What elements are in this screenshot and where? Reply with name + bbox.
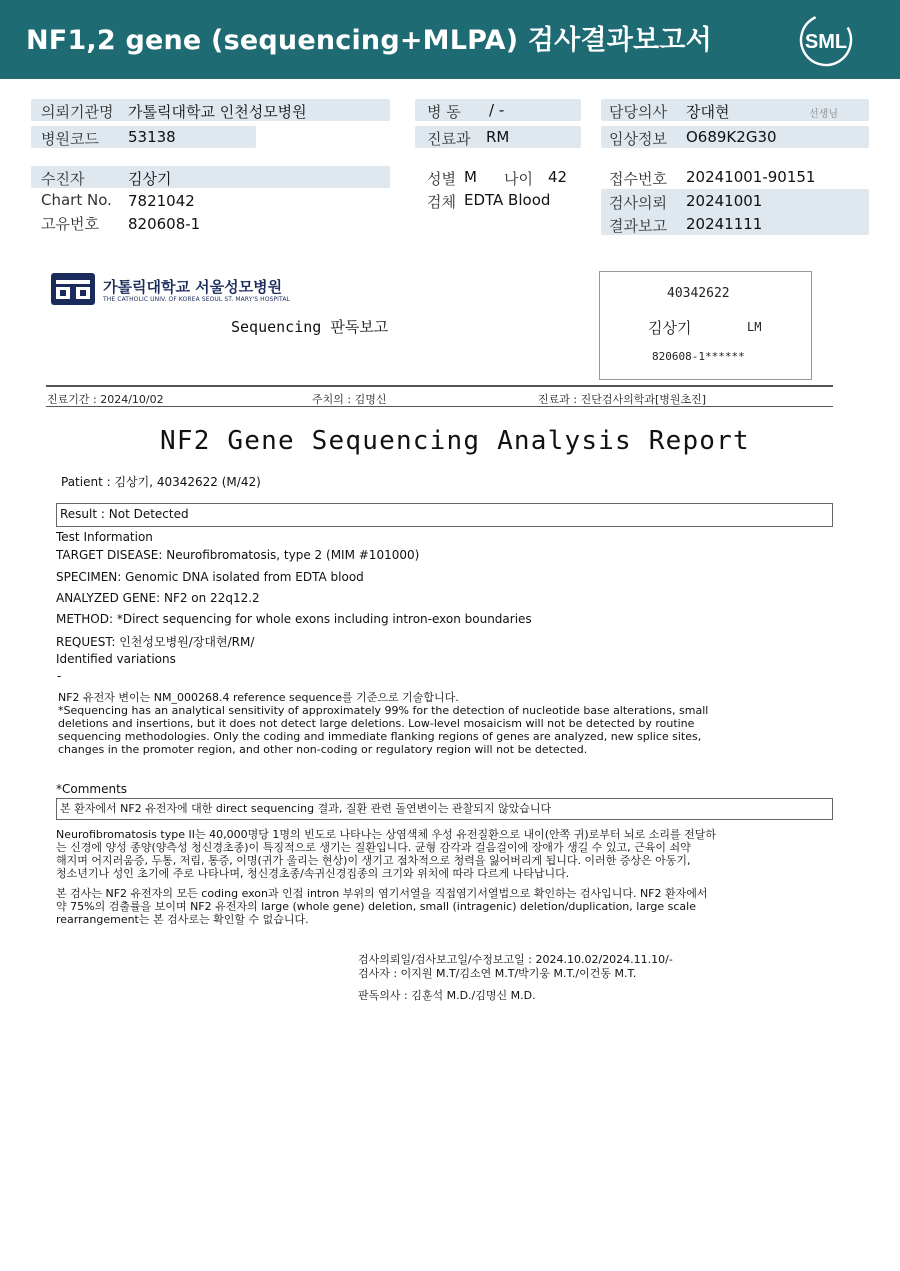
- unique-label: 고유번호: [41, 215, 99, 233]
- id-number: 40342622: [667, 286, 730, 301]
- department-label: 진료과: [427, 130, 471, 148]
- description-line: 해지며 어지러움증, 두통, 저림, 통증, 이명(귀가 울리는 현상)이 생기고 점차적으로 청력을 잃어버리게 됩니다. 이러한 증상은 아동기,: [56, 854, 691, 867]
- hospital-english-name: THE CATHOLIC UNIV. OF KOREA SEOUL ST. MARY'S HOSPITAL: [103, 296, 291, 303]
- note-line: *Sequencing has an analytical sensitivity of approximately 99% for the detection of nucleotide base alterations, small: [58, 704, 709, 717]
- result-text: Result : Not Detected: [60, 507, 189, 521]
- patient-id-box: [599, 271, 812, 380]
- patient-line: Patient : 김상기, 40342622 (M/42): [61, 475, 261, 489]
- chart-value: 7821042: [128, 192, 195, 210]
- treatment-period: 진료기간 : 2024/10/02: [47, 393, 164, 406]
- age-value: 42: [548, 168, 568, 186]
- request-value: 20241001: [686, 192, 763, 210]
- receipt-label: 접수번호: [609, 170, 667, 188]
- svg-text:SML: SML: [804, 31, 848, 53]
- reading-physicians: 판독의사 : 김훈석 M.D./김명신 M.D.: [358, 989, 536, 1002]
- ward-label: 병 동: [427, 103, 461, 121]
- note-line: deletions and insertions, but it does not detect large deletions. Low-level mosaicism will not be detected by routine: [58, 717, 695, 730]
- analyzed-gene: ANALYZED GENE: NF2 on 22q12.2: [56, 591, 260, 605]
- hospital-logo-icon: [50, 272, 96, 306]
- patient-label: 수진자: [41, 170, 85, 188]
- sml-logo-icon: [796, 12, 856, 68]
- chart-label: Chart No.: [41, 191, 112, 209]
- institution-label: 의뢰기관명: [41, 103, 114, 121]
- scope-line: 약 75%의 검출률을 보이며 NF2 유전자의 large (whole gene) deletion, small (intragenic) deletion/duplication, large scale: [56, 900, 696, 913]
- clinical-label: 임상정보: [609, 130, 667, 148]
- hospital-code-value: 53138: [128, 128, 176, 146]
- hospital-code-label: 병원코드: [41, 130, 99, 148]
- identified-heading: Identified variations: [56, 652, 176, 666]
- request-label: 검사의뢰: [609, 194, 667, 212]
- target-disease: TARGET DISEASE: Neurofibromatosis, type 2 (MIM #101000): [56, 548, 420, 562]
- specimen-line: SPECIMEN: Genomic DNA isolated from EDTA blood: [56, 570, 364, 584]
- scope-line: 본 검사는 NF2 유전자의 모든 coding exon과 인접 intron 부위의 염기서열을 직접염기서열법으로 확인하는 검사입니다. NF2 환자에서: [56, 887, 708, 900]
- treatment-department: 진료과 : 진단검사의학과[병원초진]: [538, 393, 707, 406]
- specimen-value: EDTA Blood: [464, 191, 551, 209]
- request-line: REQUEST: 인천성모병원/장대현/RM/: [56, 635, 255, 649]
- specimen-label: 검체: [427, 193, 456, 211]
- doctor-label: 담당의사: [609, 103, 667, 121]
- report-title: NF1,2 gene (sequencing+MLPA) 검사결과보고서: [26, 25, 712, 56]
- description-line: Neurofibromatosis type II는 40,000명당 1명의 빈도로 나타나는 상염색체 우성 유전질환으로 내이(안쪽 귀)로부터 뇌로 소리를 전달하: [56, 828, 717, 841]
- report-dates: 검사의뢰일/검사보고일/수정보고일 : 2024.10.02/2024.11.10/-: [358, 953, 673, 966]
- sex-value: M: [464, 168, 477, 186]
- scope-line: rearrangement는 본 검사로는 확인할 수 없습니다.: [56, 913, 309, 926]
- description-line: 청소년기나 성인 초기에 주로 나타나며, 청신경초종/속귀신경집종의 크기와 위치에 따라 다르게 나타납니다.: [56, 867, 570, 880]
- comment-text: 본 환자에서 NF2 유전자에 대한 direct sequencing 결과, 질환 관련 돌연변이는 관찰되지 않았습니다: [60, 802, 552, 815]
- sex-label: 성별: [427, 170, 456, 188]
- report-header: [0, 0, 900, 79]
- identified-dash: -: [57, 669, 62, 683]
- id-resident: 820608-1******: [652, 350, 745, 363]
- method-line: METHOD: *Direct sequencing for whole exons including intron-exon boundaries: [56, 612, 532, 626]
- analysis-report-title: NF2 Gene Sequencing Analysis Report: [160, 426, 750, 456]
- note-line: changes in the promoter region, and other non-coding or regulatory region will not be detected.: [58, 743, 588, 756]
- patient-value: 김상기: [128, 170, 172, 188]
- attending-physician: 주치의 : 김명신: [312, 393, 387, 406]
- hospital-name: 가톨릭대학교 서울성모병원: [103, 278, 283, 296]
- comments-heading: *Comments: [56, 782, 128, 796]
- note-line: NF2 유전자 변이는 NM_000268.4 reference sequence를 기준으로 기술합니다.: [58, 691, 459, 704]
- test-info-heading: Test Information: [56, 530, 153, 544]
- institution-value: 가톨릭대학교 인천성모병원: [128, 103, 307, 121]
- id-name: 김상기: [648, 319, 692, 337]
- clinical-value: O689K2G30: [686, 128, 777, 146]
- id-tag: LM: [747, 320, 762, 334]
- department-value: RM: [486, 128, 510, 146]
- bottom-rule: [46, 406, 833, 407]
- note-line: sequencing methodologies. Only the coding and immediate flanking regions of genes are analyzed, new splice sites,: [58, 730, 702, 743]
- top-rule: [46, 385, 833, 387]
- doctor-value: 장대현: [686, 103, 730, 121]
- result-label: 결과보고: [609, 217, 667, 235]
- examiners: 검사자 : 이지원 M.T/김소연 M.T/박기웅 M.T./이건동 M.T.: [358, 967, 637, 980]
- age-label: 나이: [504, 170, 533, 188]
- unique-value: 820608-1: [128, 215, 201, 233]
- description-line: 는 신경에 양성 종양(양측성 청신경초종)이 특징적으로 생기는 질환입니다. 균형 감각과 걸음걸이에 장애가 생길 수 있고, 근육이 쇠약: [56, 841, 691, 854]
- receipt-value: 20241001-90151: [686, 168, 816, 186]
- patient-bar: [31, 166, 390, 188]
- doctor-suffix: 선생님: [809, 109, 838, 120]
- report-subtitle: Sequencing 판독보고: [231, 318, 389, 336]
- ward-value: / -: [489, 101, 505, 119]
- result-value: 20241111: [686, 215, 763, 233]
